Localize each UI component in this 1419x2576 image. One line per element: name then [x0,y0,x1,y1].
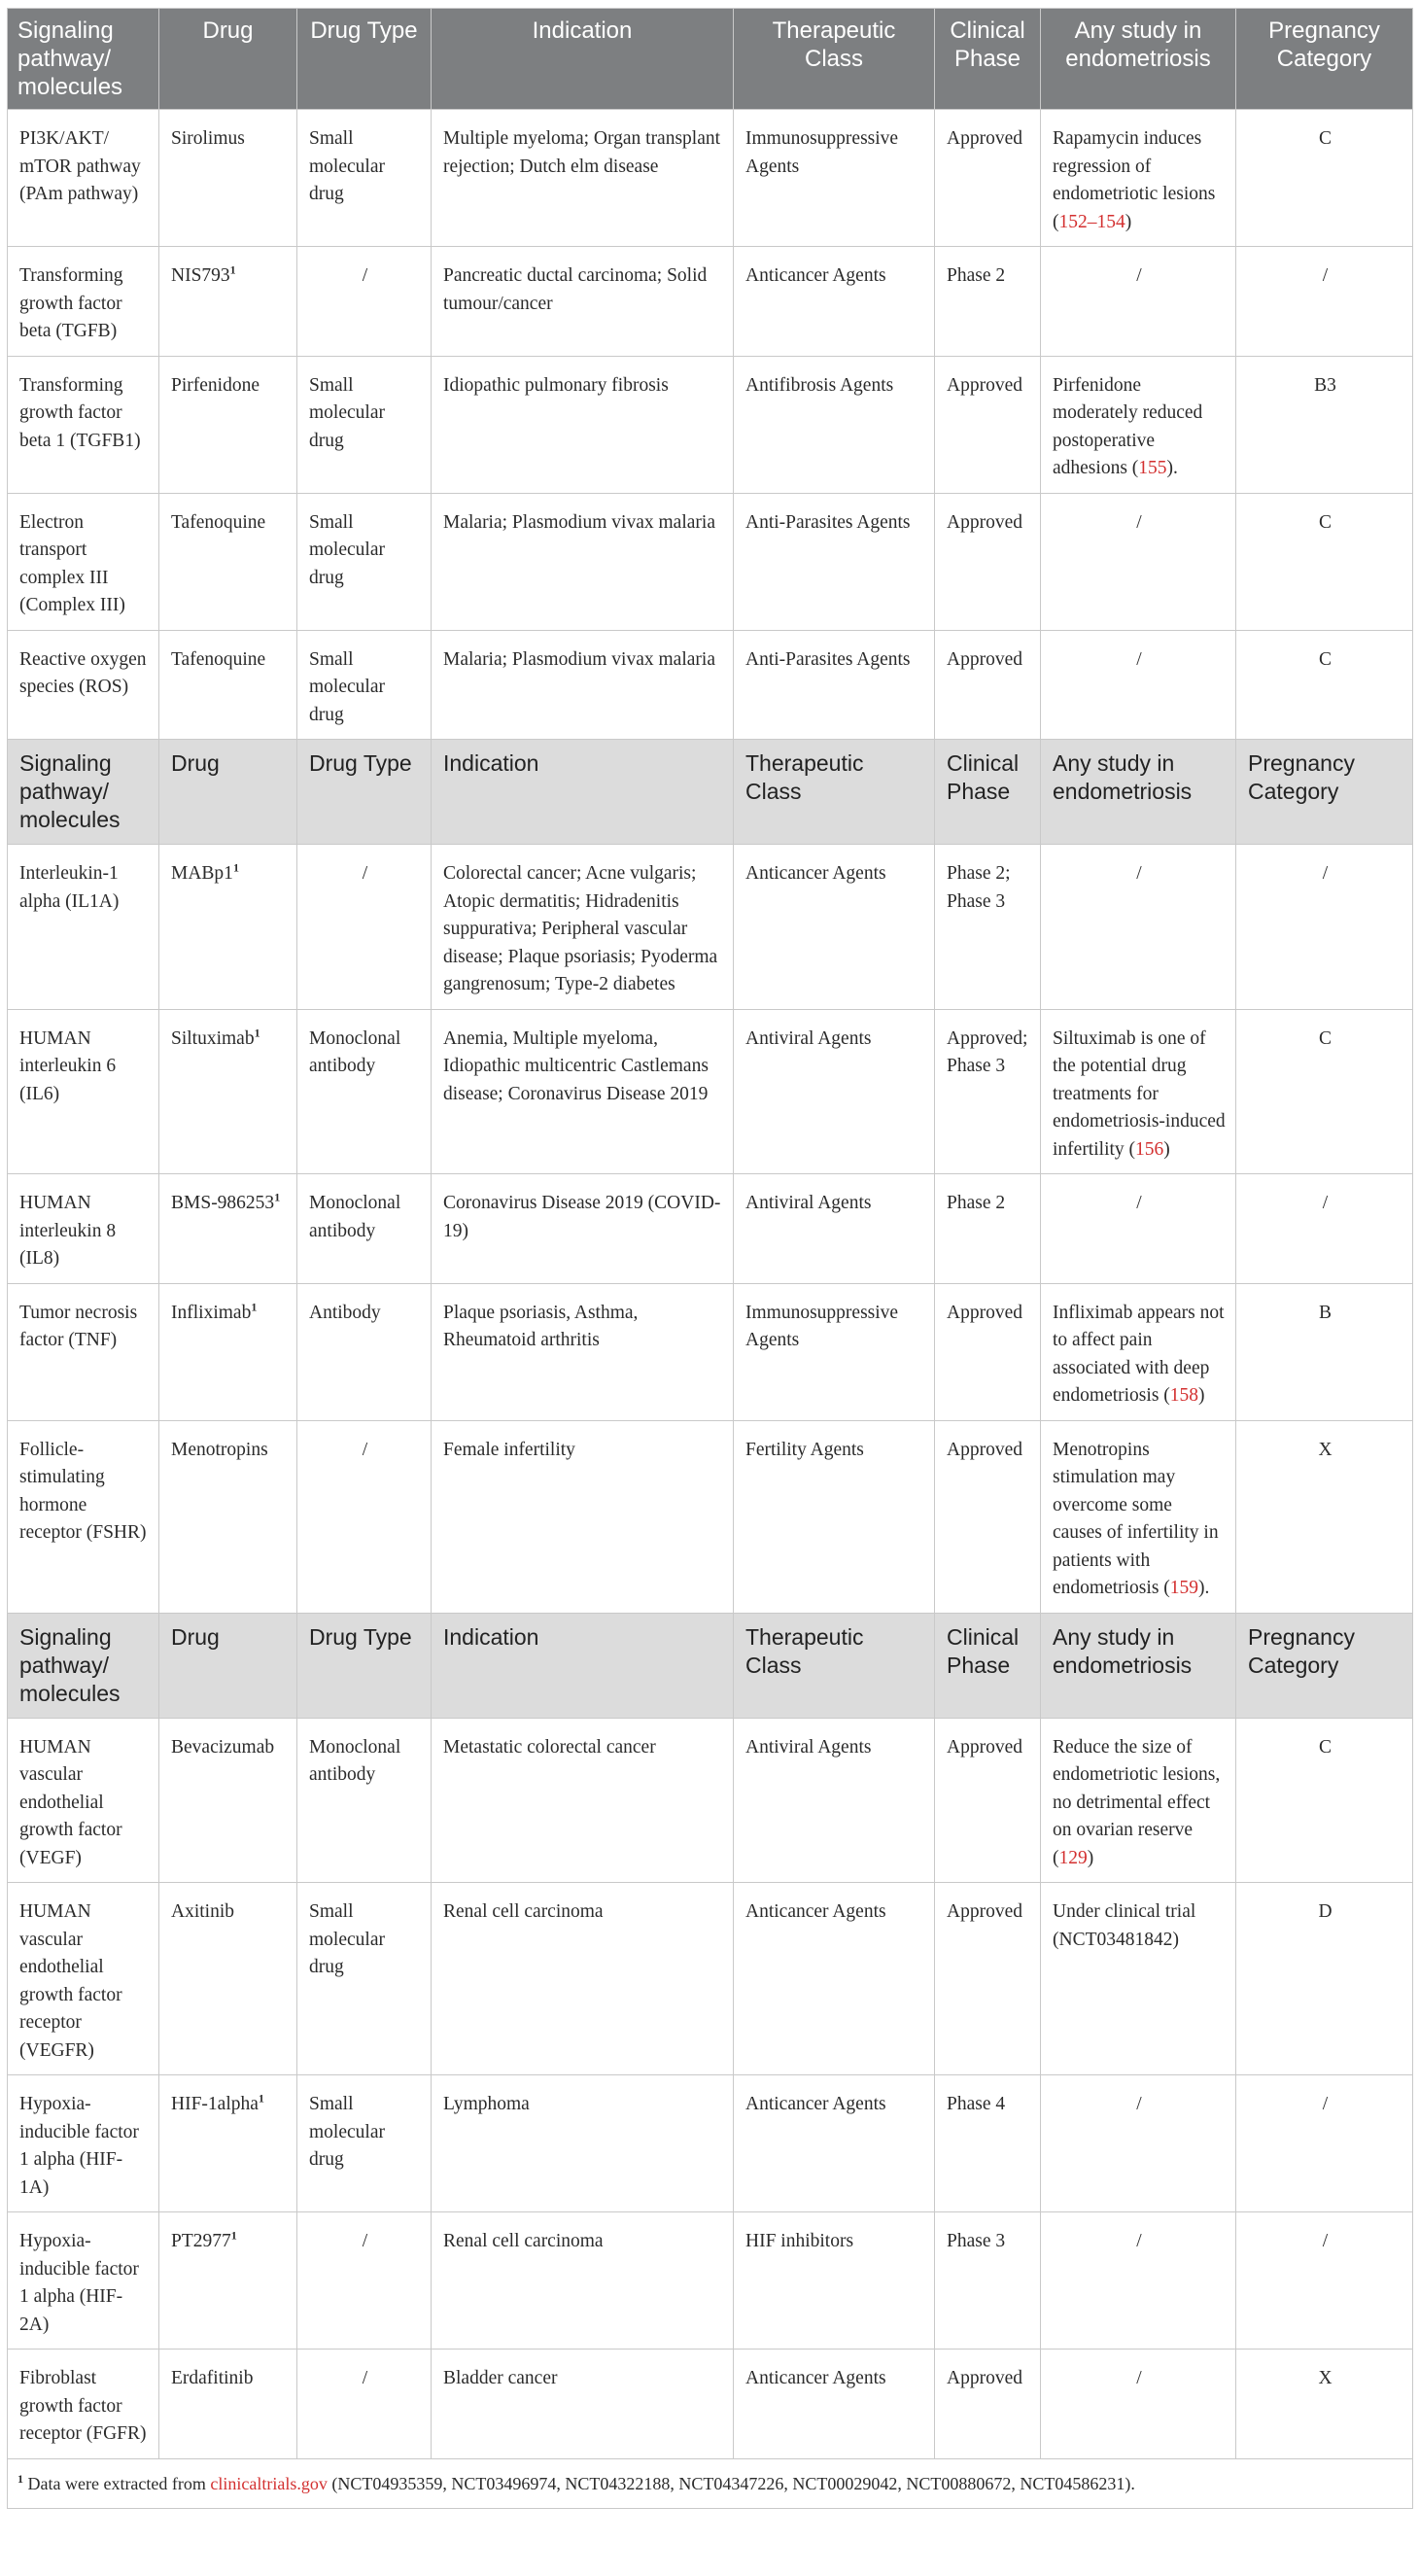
cell-drug [159,1283,297,1420]
table-row [8,845,1413,1010]
cell-drug-type: Small molecular drug [297,356,432,493]
study-text-end: ). [1166,458,1178,478]
study-text: / [1136,648,1142,670]
table-row [8,2075,1413,2212]
drug-name: HIF-1alpha [171,2094,259,2114]
cell-clinical-phase: Approved [935,630,1041,740]
study-text-end: ) [1198,1385,1205,1406]
cell-drug [159,1174,297,1284]
drug-name: Infliximab [171,1302,252,1323]
subheader-therapeutic-class: Therapeutic Class [734,1613,935,1718]
study-text: / [1136,1193,1142,1213]
header-clinical-phase: Clinical Phase [935,9,1041,110]
table-row [8,1283,1413,1420]
cell-pathway: HUMAN interleukin 6 (IL6) [8,1009,159,1174]
cell-endometriosis-study [1041,1283,1236,1420]
cell-pathway: Transforming growth factor beta (TGFB) [8,247,159,357]
cell-pathway: Hypoxia-inducible factor 1 alpha (HIF-1A) [8,2075,159,2212]
header-endometriosis-study: Any study in endometriosis [1041,9,1236,110]
cell-pregnancy-category: B3 [1236,356,1413,493]
cell-pregnancy-category: C [1236,110,1413,247]
cell-pregnancy-category: D [1236,1883,1413,2075]
study-text-end: ) [1163,1138,1170,1160]
subheader-pathway: Signaling pathway/ molecules [8,1613,159,1718]
study-text: Menotropins stimulation may overcome some causes of infertility in patients with endometriosis ( [1053,1439,1219,1598]
header-pregnancy-category: Pregnancy Category [1236,9,1413,110]
study-text: / [1136,863,1142,884]
cell-clinical-phase: Approved [935,1718,1041,1883]
cell-drug-type: / [297,2212,432,2350]
cell-clinical-phase: Approved [935,1283,1041,1420]
cell-clinical-phase: Phase 2; Phase 3 [935,845,1041,1010]
cell-clinical-phase: Phase 4 [935,2075,1041,2212]
cell-clinical-phase: Approved [935,1420,1041,1613]
cell-drug [159,356,297,493]
reference-link[interactable]: 159 [1169,1578,1199,1598]
subheader-indication: Indication [432,1613,734,1718]
cell-endometriosis-study [1041,1174,1236,1284]
cell-drug [159,110,297,247]
cell-pathway: HUMAN interleukin 8 (IL8) [8,1174,159,1284]
cell-indication: Female infertility [432,1420,734,1613]
cell-therapeutic-class: Immunosuppressive Agents [734,110,935,247]
cell-clinical-phase: Approved [935,1883,1041,2075]
cell-endometriosis-study [1041,1420,1236,1613]
cell-pathway: Electron transport complex III (Complex III) [8,493,159,630]
cell-therapeutic-class: Anticancer Agents [734,2350,935,2459]
cell-pathway: Interleukin-1 alpha (IL1A) [8,845,159,1010]
footnote-marker: 1 [258,2091,264,2106]
cell-indication: Idiopathic pulmonary fibrosis [432,356,734,493]
cell-clinical-phase: Approved; Phase 3 [935,1009,1041,1174]
cell-pathway: HUMAN vascular endothelial growth factor (VEGF) [8,1718,159,1883]
cell-therapeutic-class: Anticancer Agents [734,845,935,1010]
cell-endometriosis-study [1041,845,1236,1010]
cell-indication: Metastatic colorectal cancer [432,1718,734,1883]
cell-endometriosis-study [1041,2075,1236,2212]
cell-endometriosis-study [1041,2350,1236,2459]
footnote-prefix: Data were extracted from [23,2473,211,2493]
cell-pathway: Tumor necrosis factor (TNF) [8,1283,159,1420]
drug-name: BMS-986253 [171,1193,275,1213]
cell-drug-type: / [297,845,432,1010]
study-text: / [1136,2094,1142,2114]
cell-drug-type: Small molecular drug [297,1883,432,2075]
cell-drug-type: Small molecular drug [297,2075,432,2212]
table-row [8,110,1413,247]
cell-drug-type: / [297,247,432,357]
drug-name: NIS793 [171,265,230,286]
cell-therapeutic-class: Antiviral Agents [734,1174,935,1284]
cell-pregnancy-category: C [1236,1009,1413,1174]
cell-pathway: Transforming growth factor beta 1 (TGFB1) [8,356,159,493]
drug-name: Sirolimus [171,128,245,149]
footnote-marker: 1 [274,1190,281,1204]
reference-link[interactable]: 156 [1135,1138,1164,1160]
header-pathway: Signaling pathway/ molecules [8,9,159,110]
drug-name: Siltuximab [171,1027,255,1049]
cell-therapeutic-class: Fertility Agents [734,1420,935,1613]
subheader-clinical-phase: Clinical Phase [935,740,1041,845]
cell-drug-type: Monoclonal antibody [297,1174,432,1284]
cell-pregnancy-category: / [1236,247,1413,357]
subheader-pregnancy-category: Pregnancy Category [1236,1613,1413,1718]
table-row [8,1009,1413,1174]
cell-drug-type: / [297,2350,432,2459]
cell-clinical-phase: Phase 2 [935,1174,1041,1284]
cell-endometriosis-study [1041,1009,1236,1174]
subheader-indication: Indication [432,740,734,845]
cell-clinical-phase: Approved [935,2350,1041,2459]
cell-therapeutic-class: Anticancer Agents [734,2075,935,2212]
cell-drug-type: Antibody [297,1283,432,1420]
cell-drug [159,247,297,357]
cell-indication: Pancreatic ductal carcinoma; Solid tumour/cancer [432,247,734,357]
cell-indication: Malaria; Plasmodium vivax malaria [432,630,734,740]
cell-endometriosis-study [1041,2212,1236,2350]
cell-drug-type: Small molecular drug [297,630,432,740]
study-text: / [1136,265,1142,286]
subheader-therapeutic-class: Therapeutic Class [734,740,935,845]
cell-drug [159,1883,297,2075]
cell-pregnancy-category: C [1236,493,1413,630]
cell-drug-type: Monoclonal antibody [297,1009,432,1174]
table-row [8,2212,1413,2350]
cell-drug [159,845,297,1010]
cell-drug [159,2350,297,2459]
footnote-marker: 1 [232,860,239,875]
footnote [8,2458,1413,2508]
drug-name: Bevacizumab [171,1736,275,1758]
cell-indication: Renal cell carcinoma [432,2212,734,2350]
cell-clinical-phase: Approved [935,356,1041,493]
cell-pregnancy-category: C [1236,1718,1413,1883]
cell-drug [159,493,297,630]
cell-pathway: Reactive oxygen species (ROS) [8,630,159,740]
study-text: Under clinical trial (NCT03481842) [1053,1901,1196,1950]
cell-therapeutic-class: Anti-Parasites Agents [734,630,935,740]
cell-therapeutic-class: Antiviral Agents [734,1009,935,1174]
drug-name: Axitinib [171,1901,235,1922]
cell-therapeutic-class: HIF inhibitors [734,2212,935,2350]
table-row [8,1420,1413,1613]
table-row [8,247,1413,357]
cell-therapeutic-class: Anticancer Agents [734,1883,935,2075]
cell-endometriosis-study [1041,1883,1236,2075]
cell-pregnancy-category: / [1236,845,1413,1010]
cell-drug [159,2075,297,2212]
table-header-row [8,9,1413,110]
drug-name: Menotropins [171,1439,268,1460]
cell-drug-type: / [297,1420,432,1613]
cell-indication: Malaria; Plasmodium vivax malaria [432,493,734,630]
footnote-marker: 1 [17,2471,23,2486]
study-text-end: ). [1198,1578,1210,1598]
cell-pathway: HUMAN vascular endothelial growth factor receptor (VEGFR) [8,1883,159,2075]
cell-endometriosis-study [1041,493,1236,630]
cell-endometriosis-study [1041,110,1236,247]
reference-link[interactable]: 152–154 [1058,211,1125,232]
study-text: Siltuximab is one of the potential drug treatments for endometriosis-induced infertility ( [1053,1027,1226,1160]
drug-table [7,8,1413,2509]
table-row [8,1883,1413,2075]
study-text: Reduce the size of endometriotic lesions, no detrimental effect on ovarian reserve ( [1053,1736,1221,1868]
cell-pregnancy-category: C [1236,630,1413,740]
repeated-header-row [8,1613,1413,1718]
drug-name: PT2977 [171,2231,231,2251]
footnote-marker: 1 [254,1026,260,1039]
cell-indication: Lymphoma [432,2075,734,2212]
cell-therapeutic-class: Immunosuppressive Agents [734,1283,935,1420]
cell-indication: Bladder cancer [432,2350,734,2459]
cell-pregnancy-category: / [1236,2212,1413,2350]
cell-indication: Colorectal cancer; Acne vulgaris; Atopic dermatitis; Hidradenitis suppurativa; Peripheral vascular disease; Plaque psoriasis; Pyoderma gangrenosum; Type-2 diabetes [432,845,734,1010]
cell-therapeutic-class: Antifibrosis Agents [734,356,935,493]
footnote-marker: 1 [230,2228,237,2243]
cell-pathway: Hypoxia-inducible factor 1 alpha (HIF-2A) [8,2212,159,2350]
subheader-endometriosis-study: Any study in endometriosis [1041,740,1236,845]
subheader-clinical-phase: Clinical Phase [935,1613,1041,1718]
cell-pathway: PI3K/AKT/ mTOR pathway (PAm pathway) [8,110,159,247]
study-text: Pirfenidone moderately reduced postoperative adhesions ( [1053,374,1203,478]
cell-drug [159,1420,297,1613]
study-text: / [1136,2368,1142,2388]
drug-name: Tafenoquine [171,648,266,670]
cell-indication: Plaque psoriasis, Asthma, Rheumatoid arthritis [432,1283,734,1420]
drug-name: Erdafitinib [171,2368,254,2388]
study-text-end: ) [1125,211,1132,232]
table-row [8,1174,1413,1284]
table-row [8,2350,1413,2459]
subheader-drug-type: Drug Type [297,740,432,845]
table-row [8,1718,1413,1883]
footnote-link[interactable]: clinicaltrials.gov [210,2473,328,2493]
table-row [8,630,1413,740]
study-text-end: ) [1087,1847,1094,1868]
drug-name: MABp1 [171,863,233,884]
subheader-pathway: Signaling pathway/ molecules [8,740,159,845]
subheader-drug: Drug [159,740,297,845]
reference-link[interactable]: 155 [1138,458,1167,478]
cell-endometriosis-study [1041,1718,1236,1883]
table-row [8,356,1413,493]
cell-clinical-phase: Phase 3 [935,2212,1041,2350]
cell-drug-type: Monoclonal antibody [297,1718,432,1883]
cell-indication: Multiple myeloma; Organ transplant rejection; Dutch elm disease [432,110,734,247]
cell-pathway: Fibroblast growth factor receptor (FGFR) [8,2350,159,2459]
cell-indication: Coronavirus Disease 2019 (COVID-19) [432,1174,734,1284]
cell-endometriosis-study [1041,630,1236,740]
cell-drug [159,2212,297,2350]
drug-name: Pirfenidone [171,374,260,396]
cell-pregnancy-category: X [1236,2350,1413,2459]
drug-name: Tafenoquine [171,511,266,533]
cell-clinical-phase: Phase 2 [935,247,1041,357]
study-text: Infliximab appears not to affect pain associated with deep endometriosis ( [1053,1302,1225,1406]
cell-clinical-phase: Approved [935,493,1041,630]
study-text: / [1136,2231,1142,2251]
footnote-marker: 1 [229,262,236,277]
study-text: Rapamycin induces regression of endometriotic lesions ( [1053,128,1216,232]
header-drug: Drug [159,9,297,110]
cell-pregnancy-category: X [1236,1420,1413,1613]
header-drug-type: Drug Type [297,9,432,110]
subheader-pregnancy-category: Pregnancy Category [1236,740,1413,845]
table-body [8,110,1413,2459]
subheader-drug: Drug [159,1613,297,1718]
reference-link[interactable]: 129 [1058,1847,1088,1868]
cell-pregnancy-category: B [1236,1283,1413,1420]
header-therapeutic-class: Therapeutic Class [734,9,935,110]
cell-drug [159,630,297,740]
cell-therapeutic-class: Antiviral Agents [734,1718,935,1883]
cell-endometriosis-study [1041,356,1236,493]
cell-drug-type: Small molecular drug [297,110,432,247]
cell-clinical-phase: Approved [935,110,1041,247]
table-row [8,493,1413,630]
footnote-suffix: (NCT04935359, NCT03496974, NCT04322188, NCT04347226, NCT00029042, NCT00880672, NCT04586231). [327,2473,1135,2493]
cell-indication: Anemia, Multiple myeloma, Idiopathic multicentric Castlemans disease; Coronavirus Disease 2019 [432,1009,734,1174]
footnote-marker: 1 [251,1300,258,1313]
study-text: / [1136,511,1142,533]
cell-indication: Renal cell carcinoma [432,1883,734,2075]
cell-pathway: Follicle-stimulating hormone receptor (FSHR) [8,1420,159,1613]
reference-link[interactable]: 158 [1169,1385,1199,1406]
footnote-row [8,2458,1413,2508]
cell-therapeutic-class: Anticancer Agents [734,247,935,357]
cell-therapeutic-class: Anti-Parasites Agents [734,493,935,630]
subheader-drug-type: Drug Type [297,1613,432,1718]
cell-drug [159,1718,297,1883]
repeated-header-row [8,740,1413,845]
cell-endometriosis-study [1041,247,1236,357]
cell-drug-type: Small molecular drug [297,493,432,630]
cell-pregnancy-category: / [1236,2075,1413,2212]
cell-pregnancy-category: / [1236,1174,1413,1284]
cell-drug [159,1009,297,1174]
subheader-endometriosis-study: Any study in endometriosis [1041,1613,1236,1718]
header-indication: Indication [432,9,734,110]
